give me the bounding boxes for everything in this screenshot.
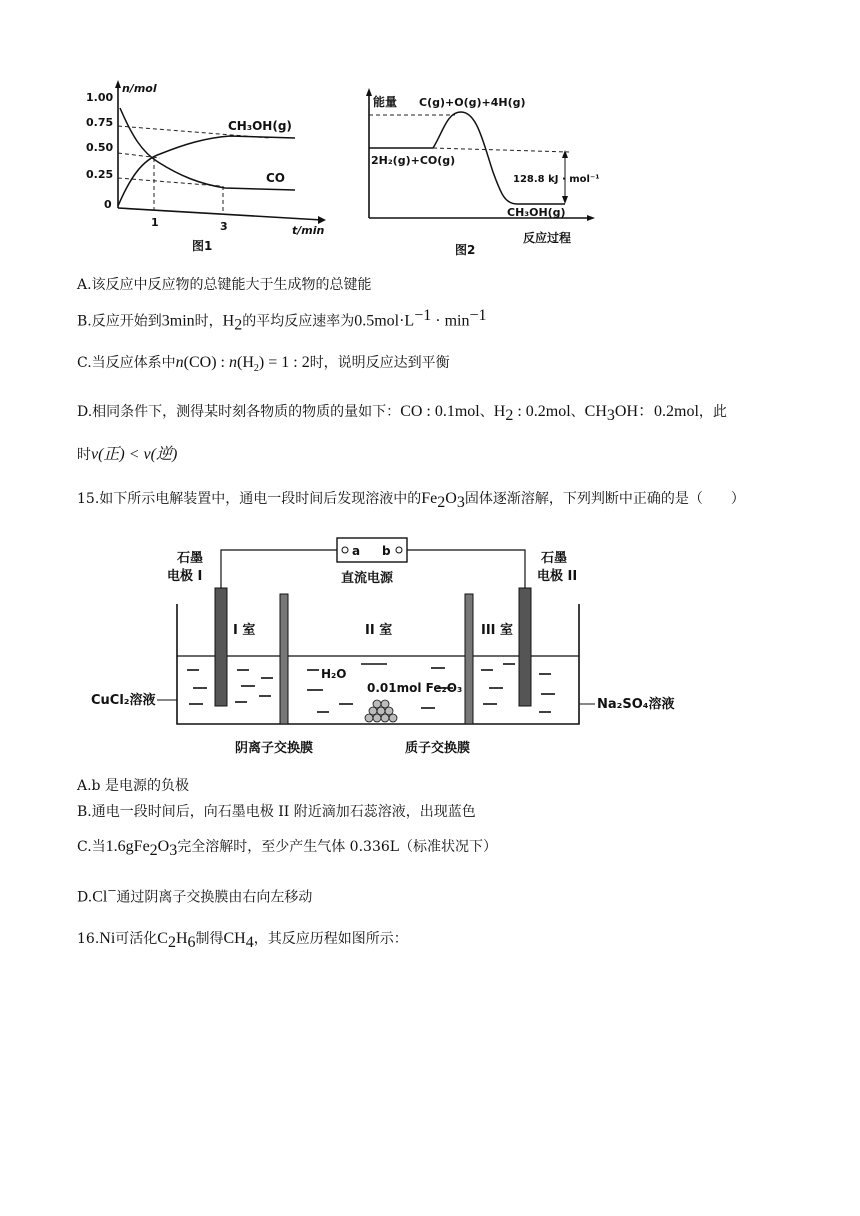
q15-stem: 15.如下所示电解装置中，通电一段时间后发现溶液中的$Fe_2O_3$固体逐渐溶解，下列判断中正确的是（ ） bbox=[77, 490, 745, 511]
proton-exchange-membrane bbox=[465, 594, 473, 724]
q15-option-b: B.通电一段时间后，向石墨电极 II 附近滴加石蕊溶液，出现蓝色 bbox=[77, 804, 476, 820]
electrode-1-label-line2: 电极 I bbox=[167, 569, 203, 584]
q16-stem: 16.Ni可活化$C_2H_6$制得$CH_4$，其反应历程如图所示： bbox=[77, 930, 408, 951]
terminal-a bbox=[342, 547, 348, 553]
fig2-caption: 图2 bbox=[455, 243, 476, 257]
fig1-ytick-1: 1.00 bbox=[86, 91, 114, 104]
electrode-2-label-line2: 电极 II bbox=[537, 569, 578, 584]
fig2-energy-diff: 128.8 kJ · mol⁻¹ bbox=[513, 174, 600, 185]
q15-option-c: C.当$1.6gFe_2O_3$完全溶解时，至少产生气体 0.336L（标准状况下） bbox=[77, 838, 498, 859]
fig1-ytick-4: 0.25 bbox=[86, 168, 114, 181]
water-label: H₂O bbox=[321, 667, 347, 681]
fig1-x-axis bbox=[118, 208, 322, 220]
fig2-x-axis-label: 反应过程 bbox=[523, 231, 572, 245]
q14-option-c: C.当反应体系中n(CO) : $n(H_2) = 1$ : 2时，说明反应达到平衡 bbox=[77, 354, 450, 375]
terminal-b-label: b bbox=[382, 544, 391, 558]
q14-option-d-line2: 时v(正) < v(逆) bbox=[77, 446, 178, 463]
figure-2 bbox=[355, 82, 605, 260]
fig1-xtick-3: 3 bbox=[220, 220, 228, 233]
fig1-caption: 图1 bbox=[192, 239, 213, 253]
fig1-ytick-2: 0.75 bbox=[86, 116, 114, 129]
fig2-product-level: CH₃OH(g) bbox=[507, 206, 566, 219]
left-solution-label: CuCl₂溶液 bbox=[91, 693, 156, 708]
terminal-b bbox=[396, 547, 402, 553]
q15-option-a: A.b 是电源的负极 bbox=[77, 778, 189, 794]
electrode-2-label-line1: 石墨 bbox=[541, 551, 568, 566]
room-1-label: I 室 bbox=[233, 623, 256, 638]
electrode-2 bbox=[519, 588, 531, 706]
room-3-label: III 室 bbox=[481, 623, 514, 638]
q14-option-a: A.该反应中反应物的总键能大于生成物的总键能 bbox=[77, 277, 372, 293]
fig1-ytick-3: 0.50 bbox=[86, 141, 114, 154]
fig2-top-level: C(g)+O(g)+4H(g) bbox=[419, 96, 526, 109]
fig1-xtick-1: 1 bbox=[151, 216, 159, 229]
fig2-reactant-level: 2H₂(g)+CO(g) bbox=[371, 154, 456, 167]
anion-exchange-membrane bbox=[280, 594, 288, 724]
fig1-y-axis-label: n/mol bbox=[122, 82, 157, 95]
electrode-1 bbox=[215, 588, 227, 706]
q15-option-d: D.Cl−通过阴离子交换膜由右向左移动 bbox=[77, 883, 313, 906]
fig2-y-axis-label: 能量 bbox=[373, 95, 398, 109]
fe2o3-label: 0.01mol Fe₂O₃ bbox=[367, 681, 463, 695]
fig1-label-co: CO bbox=[266, 171, 286, 185]
electrode-1-label-line1: 石墨 bbox=[177, 551, 204, 566]
room-2-label: II 室 bbox=[365, 623, 393, 638]
fig1-ytick-5: 0 bbox=[104, 198, 112, 211]
figure-1 bbox=[70, 78, 340, 260]
electrolysis-cell-figure bbox=[85, 528, 685, 768]
membrane-2-label: 质子交换膜 bbox=[405, 741, 471, 756]
q14-option-d-line1: D.相同条件下，测得某时刻各物质的物质的量如下：CO : 0.1mol、$H_2$ : 0.2mol、$CH_3OH$：0.2mol，此 bbox=[77, 403, 727, 424]
fig1-x-axis-label: t/min bbox=[292, 224, 325, 237]
fe2o3-solid bbox=[365, 700, 397, 722]
membrane-1-label: 阴离子交换膜 bbox=[235, 741, 314, 756]
right-solution-label: Na₂SO₄溶液 bbox=[597, 697, 675, 712]
power-label: 直流电源 bbox=[341, 571, 394, 586]
terminal-a-label: a bbox=[352, 544, 361, 558]
q14-option-b: B.反应开始到3min时，$H_2$的平均反应速率为$0.5mol\cdot L^{-1} \cdot \min^{-1}$ bbox=[77, 307, 487, 334]
fig1-label-ch3oh: CH₃OH(g) bbox=[228, 119, 292, 133]
